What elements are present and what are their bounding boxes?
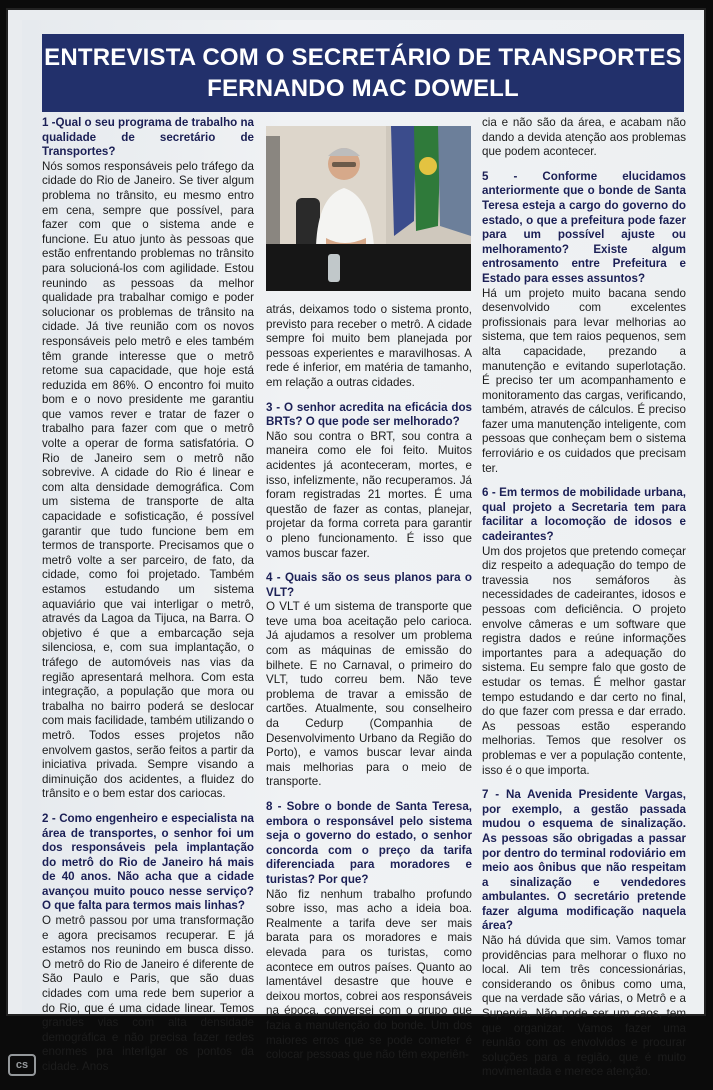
column-1 (42, 116, 254, 1085)
headline-banner (42, 34, 684, 112)
answer-3: Não sou contra o BRT, sou contra a maneira como ele foi feito. Muitos acidentes já aconteceram, mortes, e isso, infelizmente, não recuperamos. Já foram registradas 21 mortes. É uma questão de fazer as contas, planejar, projetar da forma correta para garantir o pleno funcionamento. É isso que vamos buscar fazer. (266, 429, 472, 560)
question-8: 8 - Sobre o bonde de Santa Teresa, embora o responsável pelo sistema seja o governo do estado, o senhor concorda com o preço da tarifa diferenciada para moradores e turistas? Por que? (266, 800, 472, 886)
answer-4: O VLT é um sistema de transporte que teve uma boa aceitação pelo carioca. Já ajudamos a resolver um problema com as máquinas de emissão do bilhete. E no Carnaval, o primeiro do VLT, tudo correu bem. Não teve problema de travar a emissão de cartões. Atualmente, sou conselheiro da Cedurp (Companhia de Desenvolvimento Urbano da Região do Porto), e vamos buscar levar ainda mais melhorias para o meio de transporte. (266, 600, 472, 789)
question-1: 1 -Qual o seu programa de trabalho na qualidade de secretário de Transportes? (42, 116, 254, 159)
question-2: 2 - Como engenheiro e especialista na área de transportes, o senhor foi um dos responsáveis pela implantação do metrô do Rio de Janeiro há mais de 40 anos. Não acha que a cidade avançou muito pouco nesse serviço? O que falta para termos mais linhas? (42, 811, 254, 913)
column-3 (482, 116, 686, 1090)
answer-5: Há um projeto muito bacana sendo desenvolvido com excelentes profissionais para levar melhorias ao sistema, que tem raios pequenos, sem alta capacidade, prezando a manutenção e evitando superlotação. É preciso ter um acompanhamento e monitoramento das cargas, verificando, também, através de cálculos. É preciso fazer uma manutenção inteligente, com pessoas que conheçam bem o sistema ferroviário e os cuidados que precisam ter. (482, 286, 686, 475)
photo-illustration (266, 126, 471, 291)
answer-8: Não fiz nenhum trabalho profundo sobre isso, mas acho a ideia boa. Realmente a tarifa deve ser mais barata para os moradores e mais elevada para os turistas, como acontece em outros países. Quanto ao lamentável desastre que houve e deixou mortos, cobrei aos responsáveis na época, conversei com o grupo que fazia a manutenção do bonde. Um dos maiores erros que se pode cometer é colocar pessoas que não têm experiên- (266, 887, 472, 1062)
scanner-watermark-icon: cs (8, 1054, 36, 1076)
question-7: 7 - Na Avenida Presidente Vargas, por exemplo, a gestão passada mudou o esquema de sinalização. As pessoas são obrigadas a passar por dentro do terminal rodoviário em meio aos ônibus que não respeitam a sinalização e vendedores ambulantes. O secretário pretende fazer alguma modificação naquela área? (482, 788, 686, 933)
answer-2: O metrô passou por uma transformação e agora precisamos recuperar. E já estamos nos reunindo em busca disso. O metrô do Rio de Janeiro é diferente de São Paulo e Paris, que são duas cidades com uma rede bem superior a do Rio, que é uma cidade linear. Temos grandes vias com alta densidade demográfica e não precisa fazer redes enormes pra interligar os pontos da cidade. Anos (42, 914, 254, 1073)
question-5: 5 - Conforme elucidamos anteriormente que o bonde de Santa Teresa esteja a cargo do governo do estado, o que a prefeitura pode fazer para um possível ajuste ou melhoramento? Existe algum entrosamento entre Prefeitura e Estado para esses assuntos? (482, 169, 686, 285)
question-6: 6 - Em termos de mobilidade urbana, qual projeto a Secretaria tem para facilitar a locomoção de idosos e cadeirantes? (482, 486, 686, 544)
answer-1: Nós somos responsáveis pelo tráfego da cidade do Rio de Janeiro. Se tiver algum problema no trânsito, eu mesmo entro em cena, sempre que possível, para fazer com que o sistema ande e funcione. Eu atuo junto às pessoas que estão enfrentando problemas no trânsito para solucioná-los com agilidade. Estou reunindo as pessoas da melhor qualidade pra trabalhar comigo e poder solucionar os problemas de trânsito na cidade. Já tive reunião com os novos responsáveis pelo metrô e eles também têm grande interesse que o metrô retome sua capacidade, que hoje está reduzida em 86%. O encontro foi muito bom e o novo presidente me garantiu que vamos rever e tratar de fazer o trabalho para fazer com que o metrô volte a operar de forma satisfatória. O Rio de Janeiro sem o metrô não sobrevive. A cidade do Rio é linear e com alta densidade demográfica. Com um sistema de transporte de alta capacidade e sofisticação, é possível garantir que tudo funcione bem em termos de transporte. Precisamos que o metrô volte a ser parceiro, de fato, da cidade, como foi projetado. Também estamos estudando um sistema aquaviário que vai interligar o metrô, através da Lagoa da Tijuca, na Barra. O objetivo é que a embarcação seja silenciosa, e, com sua implantação, o tráfego de automóveis nas vias da região apresentará melhora. Com esta integração, a população que mora ou trabalha no bairro poderá se deslocar com mais facilidade, também utilizando o metrô. Todos esses projetos não envolvem gastos, serão feitos a partir da iniciativa privada. Sempre visando a diminuição dos acidentes, a fluidez do trânsito e o bem estar dos cariocas. (42, 159, 255, 801)
answer-8-continued: cia e não são da área, e acabam não dando a devida atenção aos problemas que podem acontecer. (482, 116, 686, 159)
headline-line-1: ENTREVISTA COM O SECRETÁRIO DE TRANSPORTES (44, 44, 682, 71)
answer-7: Não há dúvida que sim. Vamos tomar providências para melhorar o fluxo no local. Ali tem três concessionárias, considerando os ônibus como uma, que na verdade são várias, o Metrô e a Supervia. Não pode ser um caos, tem que organizar. Vamos fazer uma reunião com os envolvidos e procurar soluções para a região, que é muito movimentada e merece atenção. (482, 934, 686, 1079)
answer-2-continued: atrás, deixamos todo o sistema pronto, previsto para receber o metrô. A cidade sempre foi muito bem planejada por pessoas experientes e maravilhosas. A rede é inferior, em matéria de tamanho, em relação a outras cidades. (266, 303, 472, 389)
answer-6: Um dos projetos que pretendo começar diz respeito a adequação do tempo de travessia nos semáforos às necessidades de cadeirantes, idosos e pessoas com deficiência. O projeto envolve câmeras e um software que registra dados e reúne informações importantes para a adequação do sistema. Eu sempre falo que gosto de estudar os temas. É melhor gastar tempo estudando e dar certo no final, do que fazer com pressa e dar errado. As pessoas estão esperando melhorias. Temos que resolver os problemas e ver a população contente, isso é o que importa. (482, 544, 686, 777)
question-3: 3 - O senhor acredita na eficácia dos BRTs? O que pode ser melhorado? (266, 400, 472, 429)
interviewee-photo (266, 126, 471, 291)
question-4: 4 - Quais são os seus planos para o VLT? (266, 571, 472, 599)
column-2 (266, 303, 472, 1073)
headline-line-2: FERNANDO MAC DOWELL (207, 75, 519, 102)
